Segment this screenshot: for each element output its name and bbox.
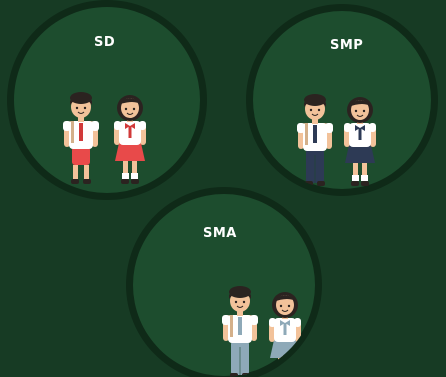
label-sma: SMA (203, 226, 237, 241)
label-sd: SD (94, 35, 116, 50)
label-smp: SMP (330, 38, 364, 53)
